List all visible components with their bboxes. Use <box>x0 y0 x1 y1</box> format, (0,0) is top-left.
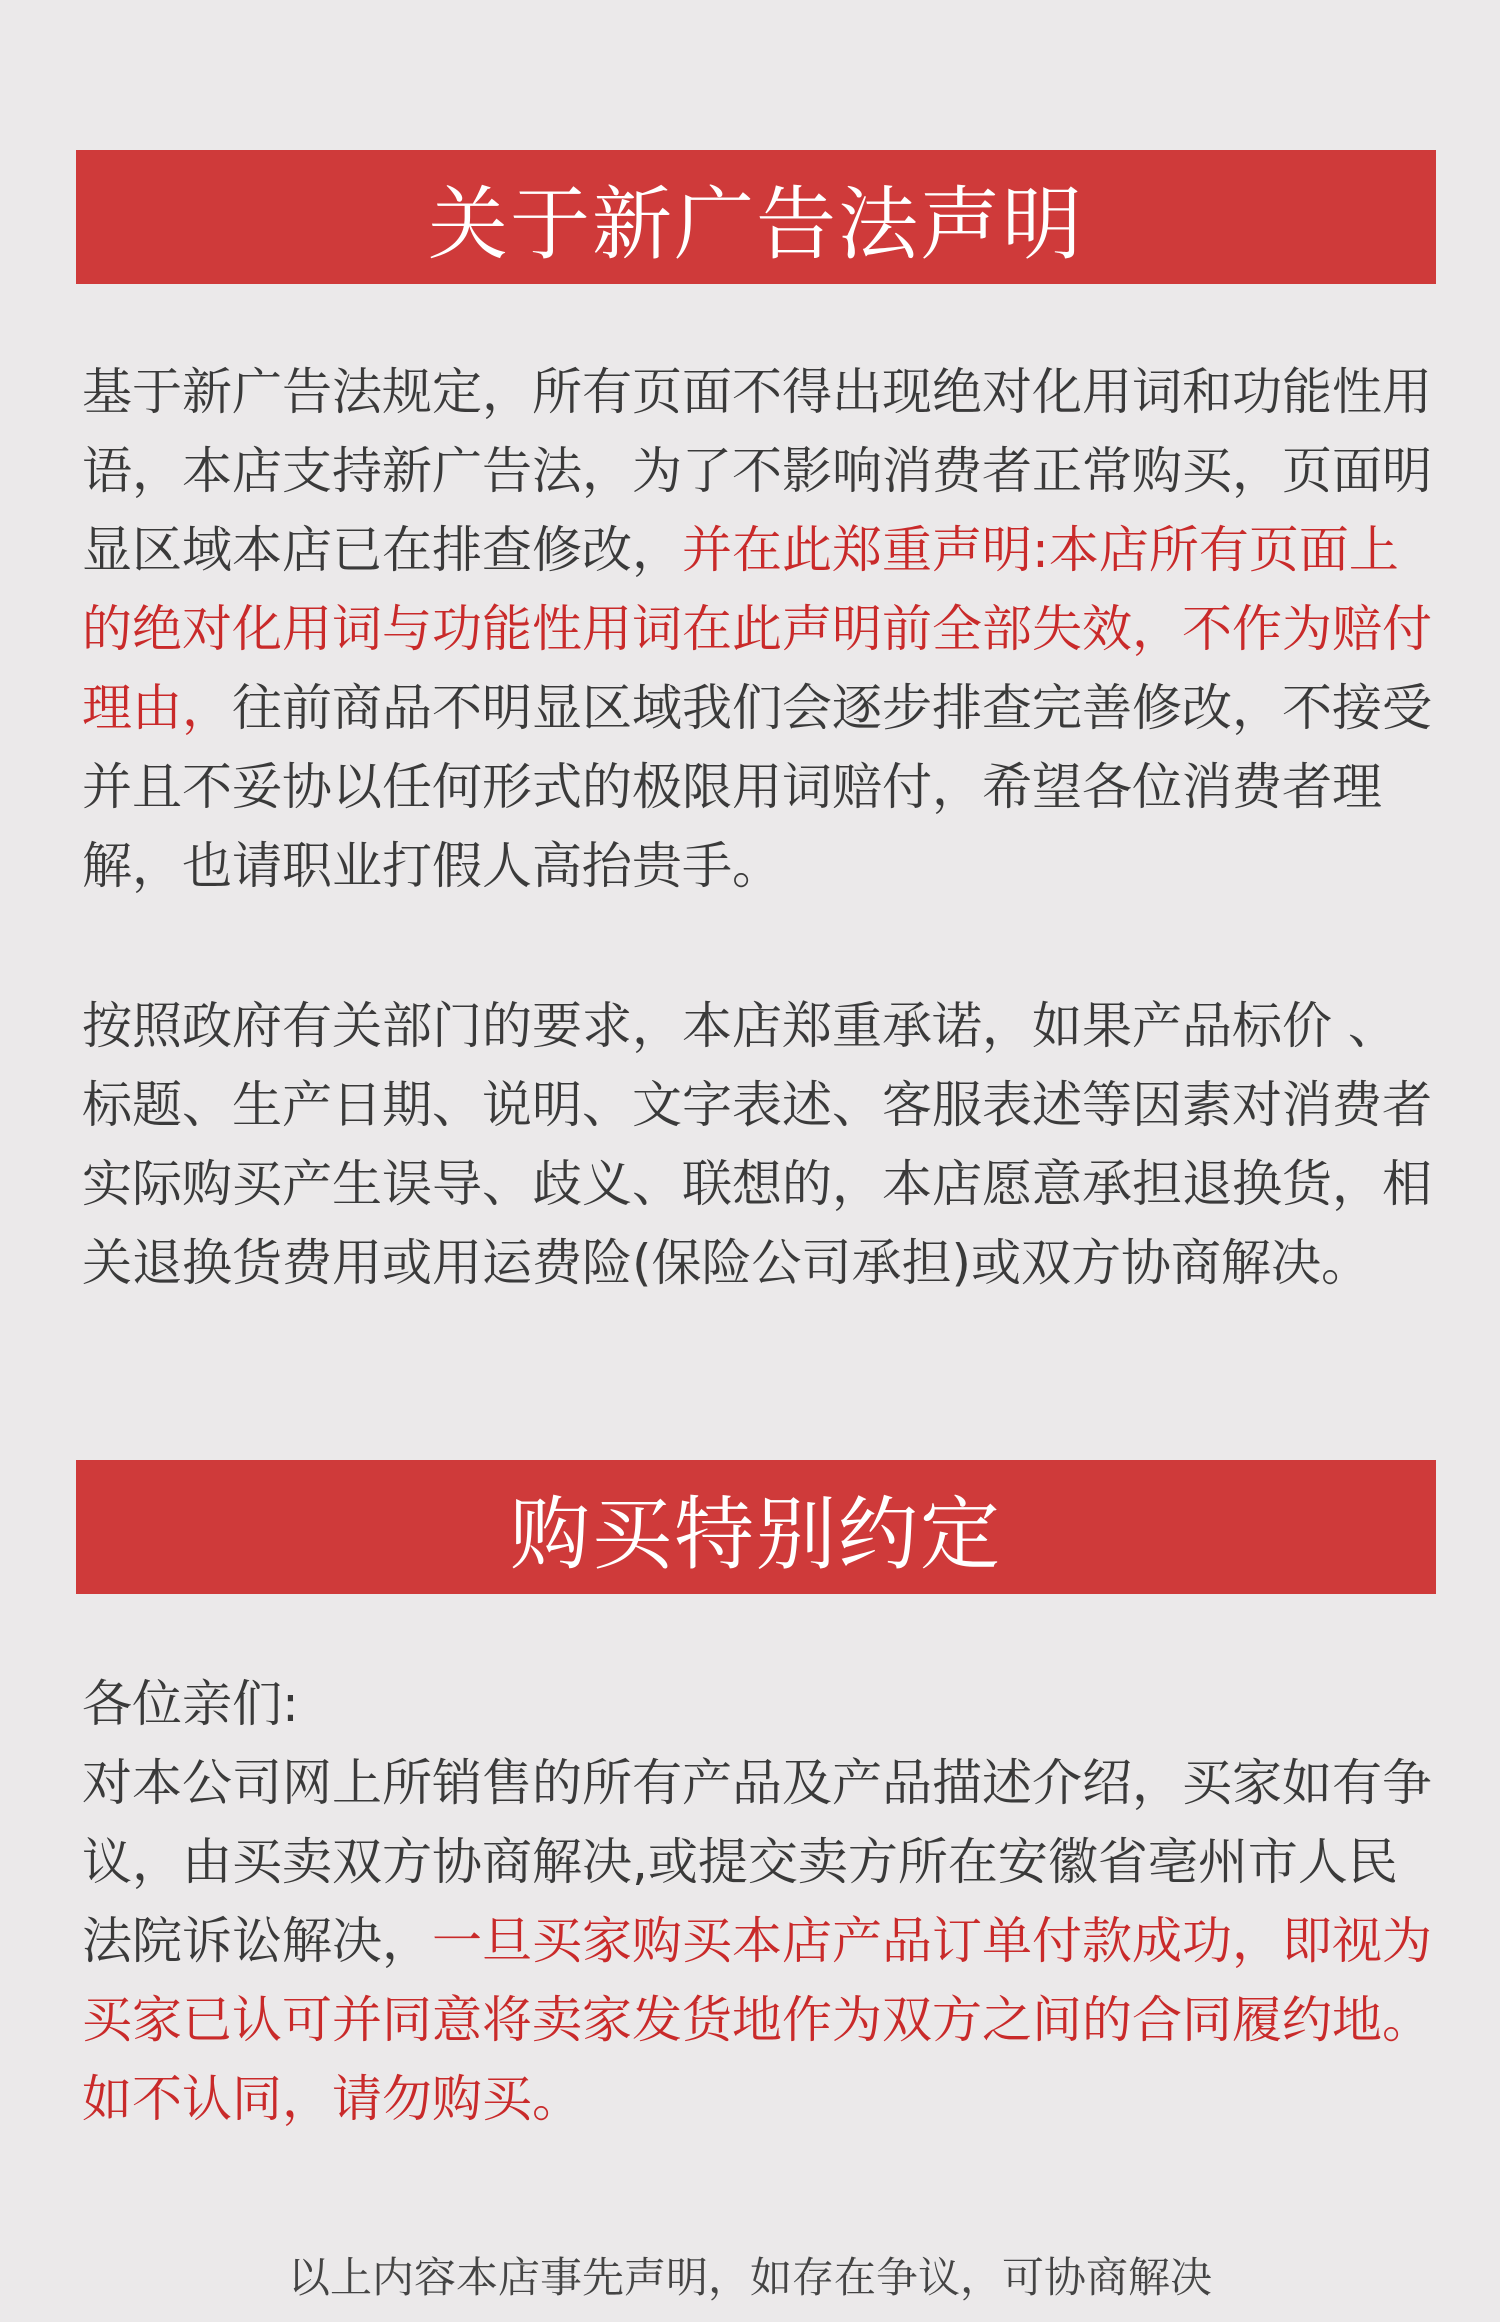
return-commitment-paragraph <box>82 987 1438 1303</box>
ad-law-statement-paragraph <box>82 353 1438 906</box>
section-title-banner-ad-law <box>76 150 1436 284</box>
section-title-ad-law: 关于新广告法声明 <box>428 177 1084 271</box>
ad-law-statement-text: 基于新广告法规定，所有页面不得出现绝对化用词和功能性用语，本店支持新广告法，为了不影响消费者正常购买，页面明显区域本店已在排查修改， <box>82 363 1432 579</box>
purchase-agreement-highlight: 一旦买家购买本店产品订单付款成功，即视为买家已认可并同意将卖家发货地作为双方之间的合同履约地。如不认同，请勿购买。 <box>82 1912 1432 2128</box>
purchase-agreement-paragraph <box>82 1665 1438 2139</box>
ad-law-statement-highlight: 并在此郑重声明:本店所有页面上的绝对化用词与功能性用词在此声明前全部失效，不作为赔付理由， <box>82 521 1432 737</box>
return-commitment-text: 按照政府有关部门的要求，本店郑重承诺，如果产品标价 、 标题、生产日期、说明、文字表述、客服表述等因素对消费者实际购买产生误导、歧义、联想的，本店愿意承担退换货，相关退换货费用或用运费险(保险公司承担)或双方协商解决。 <box>82 997 1432 1292</box>
footer-disclaimer: 以上内容本店事先声明，如存在争议，可协商解决 <box>287 2253 1212 2302</box>
section-title-purchase-agreement: 购买特别约定 <box>510 1487 1002 1581</box>
purchase-agreement-greeting: 各位亲们: <box>82 1675 299 1733</box>
section-title-banner-purchase-agreement <box>76 1460 1436 1594</box>
purchase-agreement-text: 对本公司网上所销售的所有产品及产品描述介绍，买家如有争议，由买卖双方协商解决,或提交卖方所在安徽省亳州市人民法院诉讼解决， <box>82 1754 1432 1970</box>
ad-law-statement-text-continued: 往前商品不明显区域我们会逐步排查完善修改，不接受并且不妥协以任何形式的极限用词赔付，希望各位消费者理解，也请职业打假人高抬贵手。 <box>82 679 1432 895</box>
